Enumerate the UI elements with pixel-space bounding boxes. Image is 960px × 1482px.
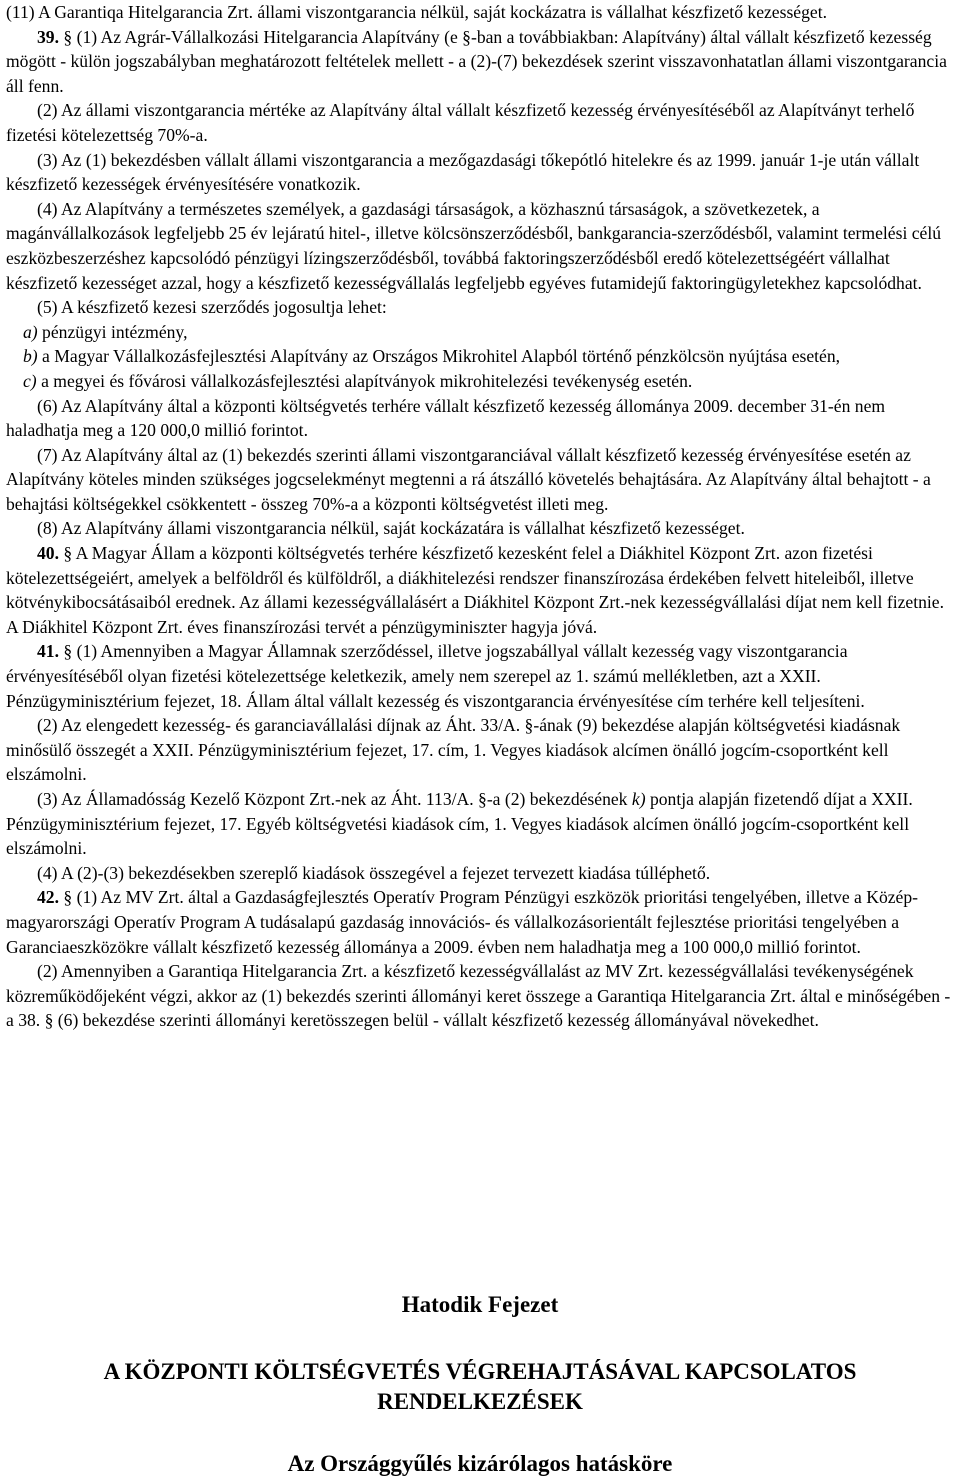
section-number: 42. [37,887,59,908]
section-41-para-1 [6,639,952,713]
section-39-para-2: (2) Az állami viszontgarancia mértéke az Alapítvány által vállalt készfizető kezesség érvényesítéséből az Alapítványt terhelő fizetési kötelezettség 70%-a. [6,100,915,145]
section-number: 41. [37,641,59,662]
section-39-para-7: (7) Az Alapítvány által az (1) bekezdés szerinti állami viszontgaranciával vállalt készfizető kezesség érvényesítése esetén az Alapítvány köteles minden szükséges jogcselekményt megtenni a rá átszálló követelés behajtására. Az Alapítvány által behajtott - a behajtási költségekkel csökkentett - összeg 70%-a a központi költségvetést illeti meg. [6,444,931,514]
section-number: 39. [37,26,59,47]
paragraph-text: § A Magyar Állam a központi költségvetés terhére készfizető kezesként felel a Diákhitel Központ Zrt. azon fizetési kötelezettségeiért, amelyek a belföldről és külföldről, a diákhitelezési rendszer finanszírozása érdekében felvett hiteleiből, illetve kötvénykibocsátásaiból erednek. Az állami kezességvállalásért a Diákhitel Központ Zrt.-nek kezességvállalási díjat nem kell fizetnie. A Diákhitel Központ Zrt. éves finanszírozási tervét a pénzügyminiszter hagyja jóvá. [6,543,944,637]
list-item-a [6,320,952,345]
paragraph-text: § (1) Amennyiben a Magyar Államnak szerződéssel, illetve jogszabállyal vállalt kezesség vagy viszontgarancia érvényesítéséből olyan fizetési kötelezettsége keletkezik, amely nem szerepel az 1. számú mellékletben, azt a XXII. Pénzügyminisztérium fejezet, 18. Állam által vállalt kezesség és viszontgarancia érvényesítése cím terhére kell teljesíteni. [6,641,865,711]
list-item-b [6,344,952,369]
chapter-heading: Hatodik Fejezet [401,1292,559,1317]
section-number: 40. [37,543,59,564]
section-39-para-4: (4) Az Alapítvány a természetes személyek, a gazdasági társaságok, a közhasznú társaságok, a szövetkezetek, a magánvállalkozások legfeljebb 25 év lejáratú hitel-, illetve kölcsönszerződésből, bankgarancia-szerződésből, valamint termelési célú eszközbeszerzéshez kapcsolódó pénzügyi lízingszerződésből, továbbá faktoringszerződésből eredő kötelezettségéért vállalhat készfizető kezességet azzal, hogy a készfizető kezességvállalás legfeljebb egyéves futamidejű faktoringügyletekhez kapcsolódhat. [6,198,942,293]
section-40 [6,541,952,639]
section-39-para-1 [6,25,952,99]
list-text: a megyei és fővárosi vállalkozásfejlesztési alapítványok mikrohitelezési tevékenység esetén. [36,370,693,391]
section-42-para-2: (2) Amennyiben a Garantiqa Hitelgarancia Zrt. a készfizető kezességvállalást az MV Zrt. kezességvállalási tevékenységének közreműködőjeként végzi, akkor az (1) bekezdés szerinti állományi keret összege a Garantiqa Hitelgarancia Zrt. által e minőségében - a 38. § (6) bekezdése szerinti állományi keretösszegen belül - vállalt készfizető kezesség állományával növekedhet. [6,961,951,1031]
section-41-para-4: (4) A (2)-(3) bekezdésekben szereplő kiadások összegével a fejezet tervezett kiadása túlléphető. [37,862,711,883]
list-label: a) [23,321,38,342]
section-42-para-1 [6,885,952,959]
list-label: c) [23,370,37,391]
section-41-para-2: (2) Az elengedett kezesség- és garanciavállalási díjnak az Áht. 33/A. §-ának (9) bekezdése alapján költségvetési kiadásnak minősülő összegét a XXII. Pénzügyminisztérium fejezet, 17. cím, 1. Vegyes kiadások alcímen önálló jogcím-csoportként kell elszámolni. [6,715,901,785]
chapter-title: A KÖZPONTI KÖLTSÉGVETÉS VÉGREHAJTÁSÁVAL KAPCSOLATOS RENDELKEZÉSEK [103,1359,857,1414]
point-label: k) [631,789,646,809]
section-41-para-3 [6,787,952,861]
section-39-para-3: (3) Az (1) bekezdésben vállalt állami viszontgarancia a mezőgazdasági tőkepótló hitelekre és az 1999. január 1-je után vállalt készfizető kezességek érvényesítésére vonatkozik. [6,149,920,195]
paragraph-38-11: (11) A Garantiqa Hitelgarancia Zrt. állami viszontgarancia nélkül, saját kockázatra is vállalhat készfizető kezességet. [6,2,828,22]
paragraph-text: § (1) Az Agrár-Vállalkozási Hitelgarancia Alapítvány (e §-ban a továbbiakban: Alapítvány) által vállalt készfizető kezesség mögött - külön jogszabályban meghatározott feltételek mellett - a (2)-(7) bekezdések szerint visszavonhatatlan állami viszontgarancia áll fenn. [6,26,947,96]
list-text: pénzügyi intézmény, [37,321,188,342]
section-39-para-6: (6) Az Alapítvány által a központi költségvetés terhére vállalt készfizető kezesség állománya 2009. december 31-én nem haladhatja meg a 120 000,0 millió forintot. [6,395,886,441]
paragraph-text: pontja alapján fizetendő díjat a XXII. Pénzügyminisztérium fejezet, 17. Egyéb költségvetési kiadások cím, 1. Vegyes kiadások alcímen önálló jogcím-csoportként kell elszámolni. [6,789,913,859]
section-39-para-5: (5) A készfizető kezesi szerződés jogosultja lehet: [37,297,387,318]
document-body [6,0,952,1033]
paragraph-text: § (1) Az MV Zrt. által a Gazdaságfejlesztés Operatív Program Pénzügyi eszközök prioritási tengelyében, illetve a Közép-magyarországi Operatív Program A tudásalapú gazdaság innovációs- és vállalkozásorientált fejlesztése prioritási tengelyében a Garanciaeszközökre vállalt készfizető kezesség állománya a 2009. évben nem haladhatja meg a 100 000,0 millió forintot. [6,887,919,957]
list-item-c [6,369,952,394]
subsection-heading: Az Országgyűlés kizárólagos hatásköre [287,1451,673,1476]
list-label: b) [23,346,38,367]
list-text: a Magyar Vállalkozásfejlesztési Alapítvány az Országos Mikrohitel Alapból történő pénzkölcsön nyújtása esetén, [37,346,841,367]
section-39-para-8: (8) Az Alapítvány állami viszontgarancia nélkül, saját kockázatára is vállalhat készfizető kezességet. [37,518,745,539]
paragraph-text: (3) Az Államadósság Kezelő Központ Zrt.-nek az Áht. 113/A. §-a (2) bekezdésének [37,789,632,809]
